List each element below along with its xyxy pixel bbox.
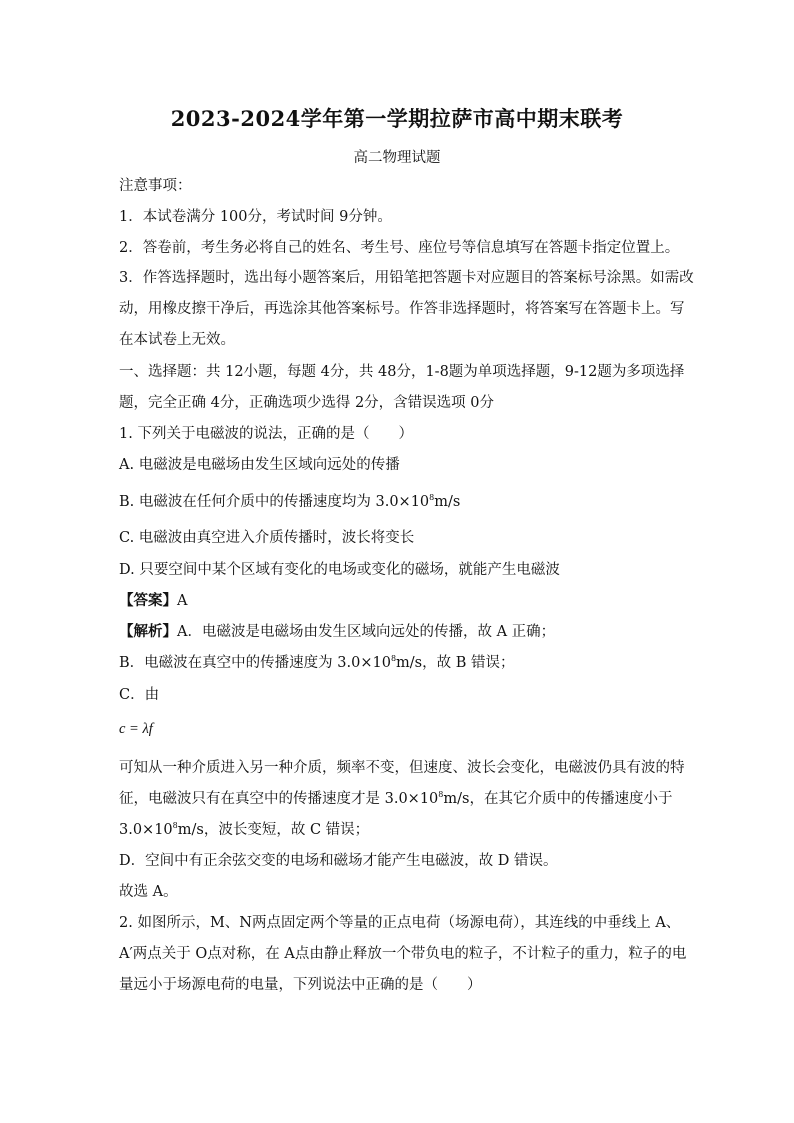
- analysis-c-l2-exponent: 8: [438, 790, 444, 799]
- analysis-b-text: B．电磁波在真空中的传播速度为 3.0×10: [119, 655, 391, 671]
- analysis-c-l3-exponent: 8: [172, 821, 178, 830]
- analysis-c-l3-post: m/s，波长变短，故 C 错误；: [177, 822, 370, 838]
- answer-tag: 【答案】: [119, 592, 177, 609]
- analysis-tag: 【解析】: [119, 623, 177, 640]
- notice-item-3-line-1: 3．作答选择题时，选出每小题答案后，用铅笔把答题卡对应题目的答案标号涂黑。如需改: [119, 270, 694, 286]
- question-1-conclusion: 故选 A。: [119, 884, 178, 900]
- analysis-a-text: A．电磁波是电磁场由发生区域向远处的传播，故 A 正确；: [177, 624, 556, 640]
- question-1-analysis-c-line-1: 可知从一种介质进入另一种介质，频率不变，但速度、波长会变化，电磁波仍具有波的特: [119, 760, 685, 776]
- question-1-analysis-c-line-2: [119, 789, 679, 809]
- question-1-option-d: D. 只要空间中某个区域有变化的电场或变化的磁场，就能产生电磁波: [119, 562, 560, 578]
- question-1-option-b: [119, 492, 679, 512]
- answer-value: A: [177, 593, 188, 609]
- section-1-line-2: 题，完全正确 4分，正确选项少选得 2分，含错误选项 0分: [119, 395, 495, 411]
- exam-title: 2023-2024学年第一学期拉萨市高中期末联考: [170, 106, 624, 131]
- notice-item-2: 2．答卷前，考生务必将自己的姓名、考生号、座位号等信息填写在答题卡指定位置上。: [119, 240, 680, 256]
- question-1-stem: 1. 下列关于电磁波的说法，正确的是（ ）: [119, 426, 413, 442]
- exam-subtitle: 高二物理试题: [353, 150, 441, 166]
- section-1-line-1: 一、选择题：共 12小题，每题 4分，共 48分，1-8题为单项选择题，9-12题为多项选择: [119, 364, 685, 380]
- option-b-exponent: 8: [429, 493, 435, 502]
- analysis-c-l3-text: 3.0×10: [119, 822, 173, 838]
- notice-item-3-line-2: 动，用橡皮擦干净后，再选涂其他答案标号。作答非选择题时，将答案写在答题卡上。写: [119, 301, 685, 317]
- question-1-answer: [119, 591, 679, 611]
- notice-heading: 注意事项：: [119, 178, 192, 194]
- notice-item-3-line-3: 在本试卷上无效。: [119, 332, 235, 348]
- analysis-c-l2-text: 征，电磁波只有在真空中的传播速度才是 3.0×10: [119, 791, 439, 807]
- question-2-line-3: 量远小于场源电荷的电量，下列说法中正确的是（ ）: [119, 977, 482, 993]
- question-1-analysis-a: [119, 622, 679, 642]
- question-1-analysis-c-line-3: [119, 820, 679, 840]
- question-1-option-a: A. 电磁波是电磁场由发生区域向远处的传播: [119, 457, 400, 473]
- option-b-text: B. 电磁波在任何介质中的传播速度均为 3.0×10: [119, 494, 430, 510]
- formula-c-lambda-f: c = λf: [119, 721, 153, 737]
- question-1-option-c: C. 电磁波由真空进入介质传播时，波长将变长: [119, 530, 415, 546]
- notice-item-1: 1．本试卷满分 100分，考试时间 9分钟。: [119, 209, 392, 225]
- question-2-line-1: 2. 如图所示，M、N两点固定两个等量的正点电荷（场源电荷），其连线的中垂线上 A、: [119, 915, 681, 931]
- question-1-analysis-b: [119, 653, 679, 673]
- analysis-b-exponent: 8: [390, 654, 397, 663]
- analysis-c-l2-post: m/s，在其它介质中的传播速度小于: [443, 791, 673, 807]
- question-1-analysis-d: D．空间中有正余弦交变的电场和磁场才能产生电磁波，故 D 错误。: [119, 853, 558, 869]
- option-b-unit: m/s: [434, 494, 461, 510]
- question-1-analysis-c-head: C．由: [119, 687, 160, 703]
- analysis-b-post: m/s，故 B 错误；: [396, 655, 515, 671]
- question-2-line-2: A′两点关于 O点对称，在 A点由静止释放一个带负电的粒子，不计粒子的重力，粒子的电: [119, 946, 687, 962]
